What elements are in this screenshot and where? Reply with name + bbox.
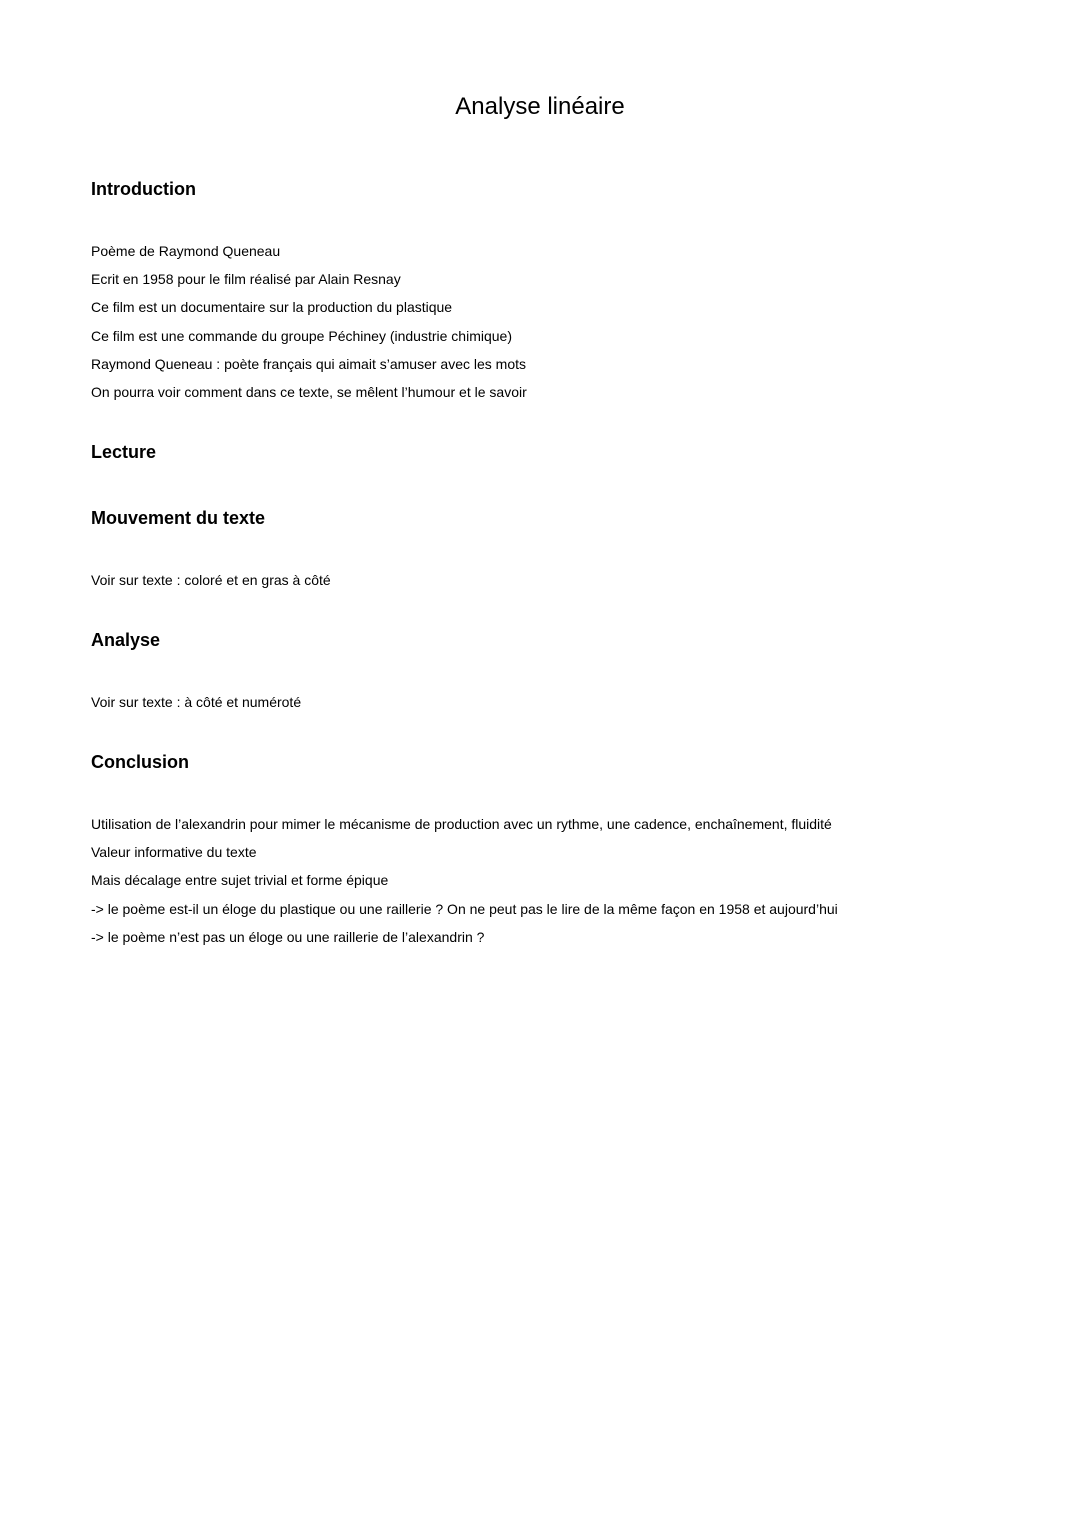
- introduction-line: Ce film est un documentaire sur la production du plastique: [91, 299, 453, 316]
- introduction-line: Ce film est une commande du groupe Péchiney (industrie chimique): [91, 327, 512, 344]
- introduction-line: On pourra voir comment dans ce texte, se mêlent l’humour et le savoir: [91, 384, 527, 401]
- heading-conclusion: Conclusion: [91, 752, 189, 772]
- introduction-line: Ecrit en 1958 pour le film réalisé par Alain Resnay: [91, 271, 401, 288]
- document-title: Analyse linéaire: [455, 93, 625, 120]
- conclusion-line: -> le poème est-il un éloge du plastique ou une raillerie ? On ne peut pas le lire de la même façon en 1958 et aujourd’hui: [91, 900, 838, 917]
- analyse-list: [91, 688, 301, 716]
- heading-analyse: Analyse: [91, 630, 161, 650]
- introduction-list: [91, 237, 527, 406]
- introduction-line: Poème de Raymond Queneau: [91, 243, 281, 259]
- conclusion-line: Utilisation de l’alexandrin pour mimer le mécanisme de production avec un rythme, une cadence, enchaînement, fluidité: [91, 816, 832, 832]
- conclusion-line: Valeur informative du texte: [91, 844, 257, 861]
- heading-lecture: Lecture: [91, 442, 157, 462]
- conclusion-line: Mais décalage entre sujet trivial et forme épique: [91, 872, 389, 889]
- heading-introduction: Introduction: [91, 179, 196, 199]
- heading-mouvement: Mouvement du texte: [91, 508, 266, 528]
- conclusion-list: [91, 810, 838, 951]
- analyse-line: Voir sur texte : à côté et numéroté: [91, 694, 302, 710]
- mouvement-line: Voir sur texte : coloré et en gras à côté: [91, 572, 331, 588]
- introduction-line: Raymond Queneau : poète français qui aimait s’amuser avec les mots: [91, 355, 526, 372]
- conclusion-line: -> le poème n’est pas un éloge ou une raillerie de l’alexandrin ?: [91, 928, 485, 945]
- mouvement-list: [91, 566, 331, 594]
